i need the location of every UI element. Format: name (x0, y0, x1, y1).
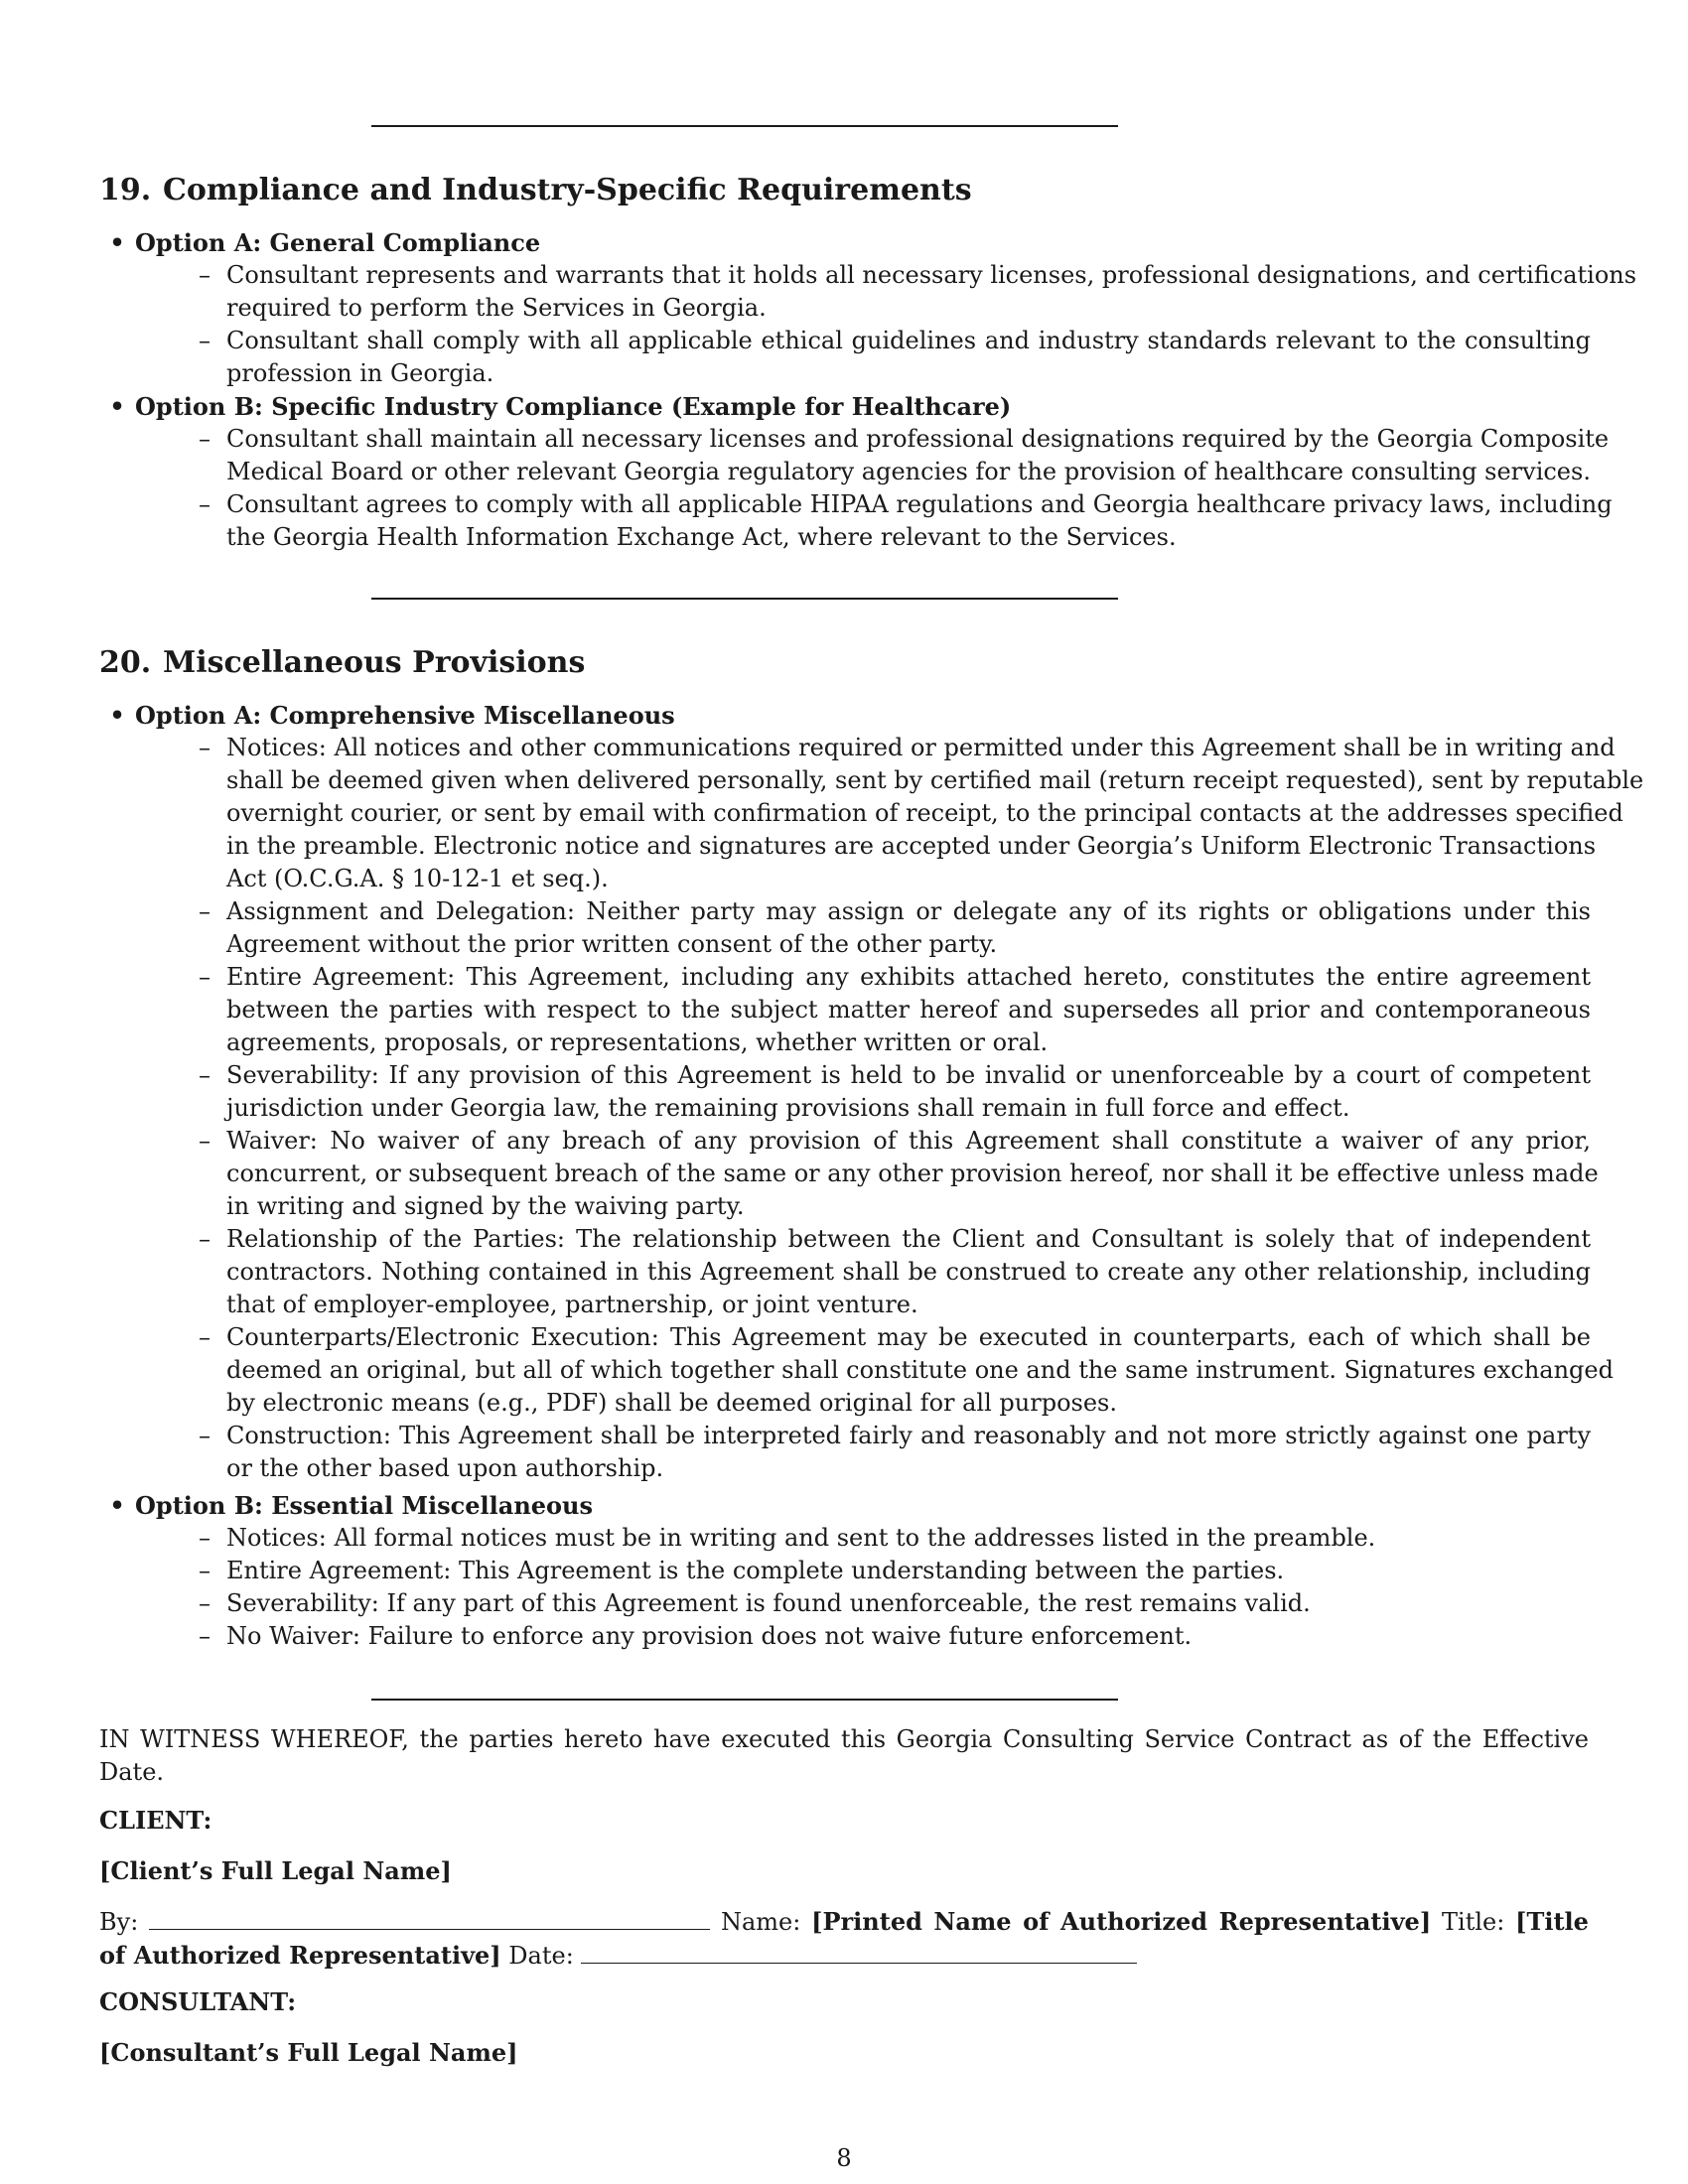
dash-icon: – (199, 1622, 211, 1650)
section-20-heading (99, 645, 585, 681)
dash-icon: – (199, 897, 211, 925)
list-item-line: concurrent, or subsequent breach of the same or any other provision hereof, nor shall it be effective unless made (226, 1160, 1599, 1187)
option-label: Option A: General Compliance (135, 228, 541, 257)
section-20-option-a (109, 699, 1589, 732)
list-item-line: by electronic means (e.g., PDF) shall be deemed original for all purposes. (226, 1389, 1117, 1417)
title-label: Title: (1442, 1908, 1505, 1936)
dash-icon: – (199, 327, 211, 354)
dash-icon: – (199, 1127, 211, 1155)
list-item (199, 1620, 1591, 1653)
list-item-line: Agreement without the prior written consent of the other party. (226, 930, 998, 958)
date-label: Date: (508, 1942, 574, 1970)
list-item (199, 1223, 1591, 1321)
list-item-line: agreements, proposals, or representations, whether written or oral. (226, 1028, 1049, 1056)
list-item-line: in writing and signed by the waiving party. (226, 1192, 745, 1220)
list-item-line: Entire Agreement: This Agreement, including any exhibits attached hereto, constitutes the entire agreement (226, 963, 1591, 991)
list-item-line: or the other based upon authorship. (226, 1454, 664, 1482)
list-item-line: Consultant agrees to comply with all applicable HIPAA regulations and Georgia healthcare privacy laws, including (226, 490, 1613, 518)
section-20-option-b (109, 1489, 1589, 1522)
dash-icon: – (199, 490, 211, 518)
witness-line: IN WITNESS WHEREOF, the parties hereto have executed this Georgia Consulting Service Contract as of the Effective (99, 1725, 1589, 1753)
date-signature-field[interactable] (581, 1939, 1137, 1964)
name-label: Name: (720, 1908, 801, 1936)
list-item-line: Consultant shall comply with all applicable ethical guidelines and industry standards relevant to the consulting (226, 327, 1591, 354)
list-item-line: Severability: If any provision of this Agreement is held to be invalid or unenforceable by a court of competent (226, 1061, 1591, 1089)
by-signature-field[interactable] (149, 1905, 710, 1930)
dash-icon: – (199, 1061, 211, 1089)
dash-icon: – (199, 261, 211, 289)
title-value-continued: of Authorized Representative] (99, 1941, 501, 1970)
list-item-line: deemed an original, but all of which together shall constitute one and the same instrument. Signatures exchanged (226, 1356, 1614, 1384)
list-item-line: the Georgia Health Information Exchange Act, where relevant to the Services. (226, 523, 1177, 551)
list-item-line: Severability: If any part of this Agreement is found unenforceable, the rest remains valid. (226, 1589, 1311, 1617)
dash-icon: – (199, 1557, 211, 1584)
list-item (199, 1059, 1591, 1125)
list-item-line: between the parties with respect to the subject matter hereof and supersedes all prior and contemporaneous (226, 996, 1591, 1024)
dash-icon: – (199, 1524, 211, 1552)
option-label: Option B: Specific Industry Compliance (Example for Healthcare) (135, 392, 1012, 421)
list-item-line: in the preamble. Electronic notice and signatures are accepted under Georgia’s Uniform Electronic Transactions (226, 832, 1597, 860)
list-item-line: Assignment and Delegation: Neither party may assign or delegate any of its rights or obligations under this (226, 897, 1591, 925)
list-item-line: Construction: This Agreement shall be interpreted fairly and reasonably and not more strictly against one party (226, 1422, 1591, 1449)
section-19-option-b (109, 390, 1589, 423)
list-item-line: Medical Board or other relevant Georgia regulatory agencies for the provision of healthcare consulting services. (226, 458, 1591, 485)
section-divider-bottom (371, 1699, 1118, 1701)
list-item-line: Waiver: No waiver of any breach of any provision of this Agreement shall constitute a waiver of any prior, (226, 1127, 1591, 1155)
list-item-line: that of employer-employee, partnership, or joint venture. (226, 1291, 918, 1318)
list-item (199, 1587, 1591, 1620)
dash-icon: – (199, 734, 211, 761)
list-item (199, 961, 1591, 1059)
section-divider-top (371, 125, 1118, 127)
section-19-heading (99, 173, 972, 208)
list-item-line: jurisdiction under Georgia law, the remaining provisions shall remain in full force and effect. (226, 1094, 1350, 1122)
list-item-line: Notices: All notices and other communications required or permitted under this Agreement shall be in writing and (226, 734, 1616, 761)
section-20-title: Miscellaneous Provisions (163, 645, 586, 680)
witness-paragraph (99, 1723, 1589, 1789)
option-label: Option A: Comprehensive Miscellaneous (135, 701, 675, 730)
list-item (199, 325, 1591, 390)
consultant-name: [Consultant’s Full Legal Name] (99, 2038, 518, 2067)
witness-line: Date. (99, 1758, 165, 1786)
list-item-line: Entire Agreement: This Agreement is the complete understanding between the parties. (226, 1557, 1285, 1584)
list-item-line: Act (O.C.G.A. § 10-12-1 et seq.). (226, 865, 609, 892)
dash-icon: – (199, 1323, 211, 1351)
list-item (199, 732, 1644, 895)
list-item-line: overnight courier, or sent by email with confirmation of receipt, to the principal contacts at the addresses specified (226, 799, 1623, 827)
consultant-heading: CONSULTANT: (99, 1987, 297, 2016)
client-heading: CLIENT: (99, 1806, 212, 1835)
name-value: [Printed Name of Authorized Representative] (811, 1907, 1432, 1936)
list-item-line: profession in Georgia. (226, 359, 494, 387)
list-item (199, 1555, 1591, 1587)
signature-line-1 (99, 1905, 1589, 1939)
title-value: [Title (1515, 1907, 1589, 1936)
list-item-line: shall be deemed given when delivered personally, sent by certified mail (return receipt requested), sent by reputable (226, 766, 1644, 794)
page-number: 8 (836, 2144, 852, 2172)
dash-icon: – (199, 963, 211, 991)
list-item-line: Consultant represents and warrants that it holds all necessary licenses, professional designations, and certifications (226, 261, 1637, 289)
list-item (199, 1420, 1591, 1485)
section-20-number: 20. (99, 645, 152, 680)
list-item (199, 259, 1637, 325)
option-label: Option B: Essential Miscellaneous (135, 1491, 594, 1520)
list-item (199, 423, 1610, 488)
list-item-line: No Waiver: Failure to enforce any provision does not waive future enforcement. (226, 1622, 1193, 1650)
list-item (199, 895, 1591, 961)
bullet-icon: • (109, 392, 125, 421)
signature-line-2 (99, 1939, 1589, 1973)
dash-icon: – (199, 1422, 211, 1449)
list-item (199, 1321, 1614, 1420)
section-19-number: 19. (99, 173, 152, 207)
list-item-line: Notices: All formal notices must be in writing and sent to the addresses listed in the preamble. (226, 1524, 1376, 1552)
bullet-icon: • (109, 701, 125, 730)
by-label: By: (99, 1908, 139, 1936)
client-name: [Client’s Full Legal Name] (99, 1856, 452, 1885)
list-item-line: contractors. Nothing contained in this Agreement shall be construed to create any other relationship, including (226, 1258, 1591, 1286)
bullet-icon: • (109, 1491, 125, 1520)
list-item-line: Consultant shall maintain all necessary licenses and professional designations required by the Georgia Composite (226, 425, 1610, 453)
list-item-line: Relationship of the Parties: The relationship between the Client and Consultant is solely that of independent (226, 1225, 1591, 1253)
section-19-option-a (109, 226, 1589, 259)
list-item (199, 488, 1613, 554)
list-item (199, 1522, 1591, 1555)
section-19-title: Compliance and Industry-Specific Requirements (163, 173, 972, 207)
client-signature-row (99, 1905, 1589, 1973)
list-item (199, 1125, 1599, 1223)
section-divider-middle (371, 598, 1118, 600)
list-item-line: required to perform the Services in Georgia. (226, 294, 767, 322)
dash-icon: – (199, 425, 211, 453)
list-item-line: Counterparts/Electronic Execution: This Agreement may be executed in counterparts, each of which shall be (226, 1323, 1591, 1351)
bullet-icon: • (109, 228, 125, 257)
dash-icon: – (199, 1589, 211, 1617)
dash-icon: – (199, 1225, 211, 1253)
